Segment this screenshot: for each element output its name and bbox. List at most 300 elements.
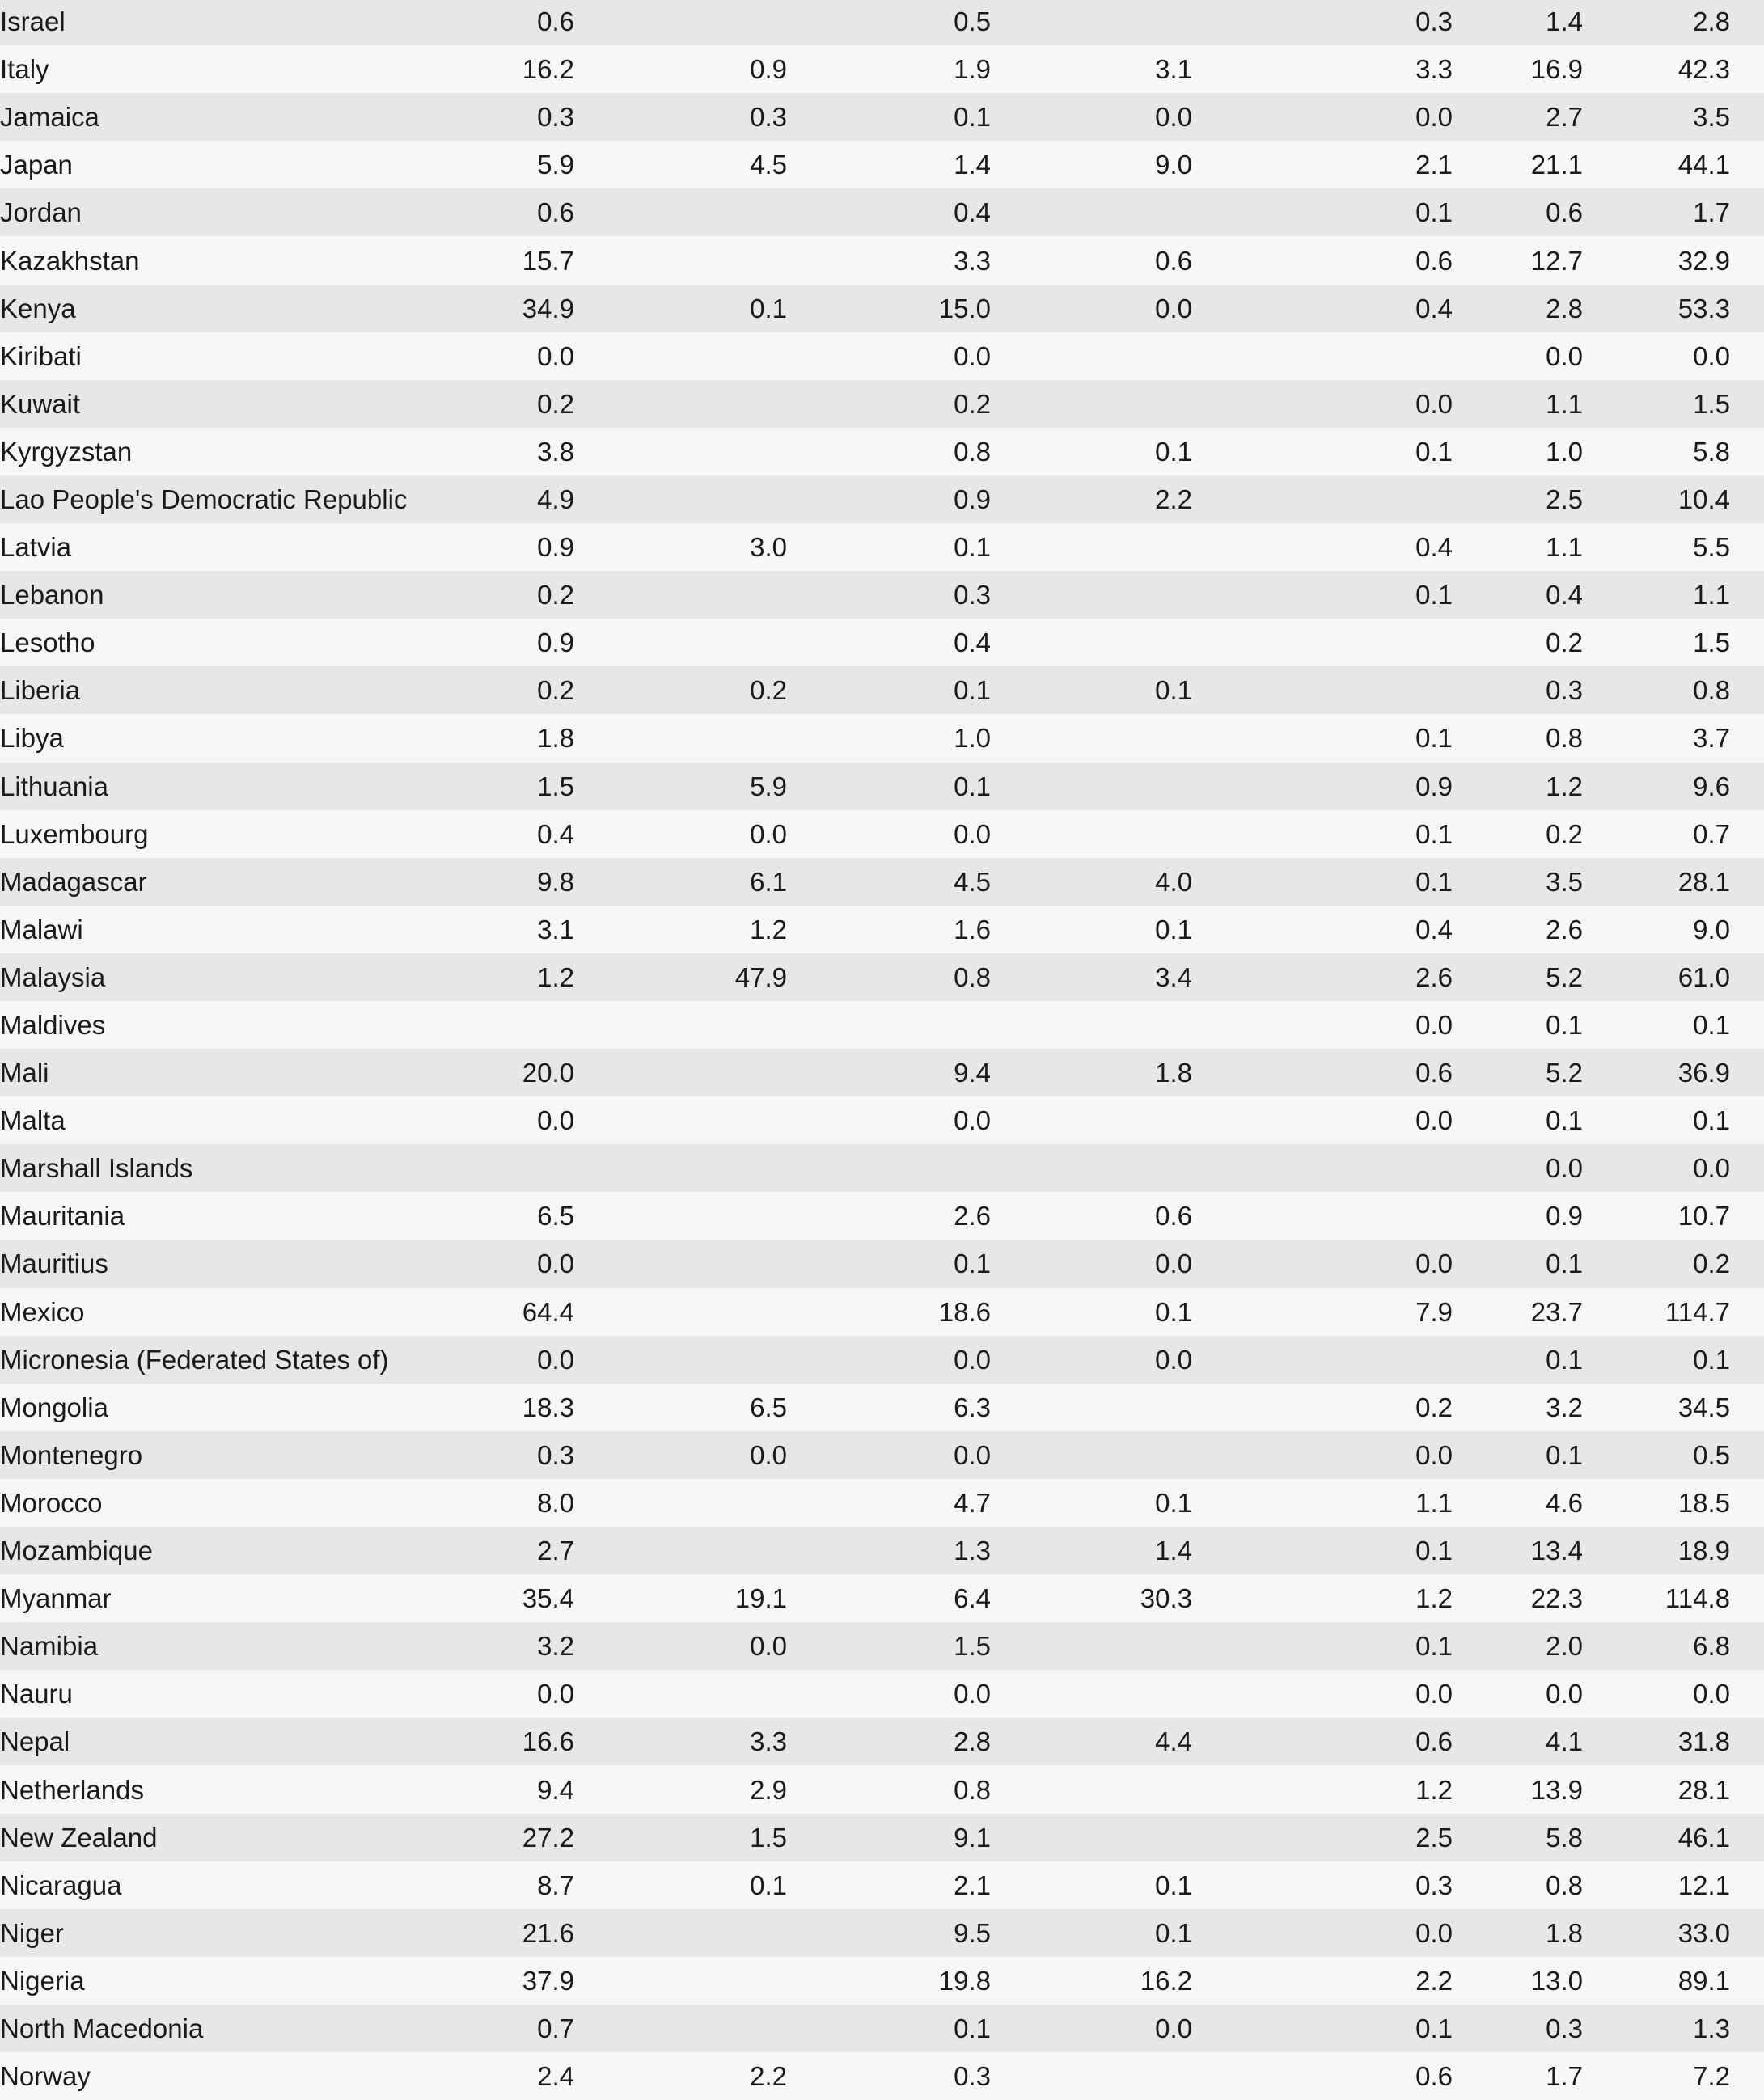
value-cell-5: 0.6 <box>1192 1718 1453 1765</box>
value-cell-4 <box>991 1001 1192 1049</box>
value-cell-3: 4.7 <box>787 1479 991 1527</box>
country-cell: Malawi <box>0 906 493 953</box>
value-cell-6: 0.9 <box>1453 1192 1583 1240</box>
value-cell-5: 0.0 <box>1192 1909 1453 1957</box>
value-cell-6: 4.6 <box>1453 1479 1583 1527</box>
value-cell-6: 2.8 <box>1453 285 1583 332</box>
total-cell: 34.5 <box>1583 1384 1730 1431</box>
total-cell: 7.2 <box>1583 2052 1730 2100</box>
table-row <box>0 571 1764 619</box>
value-cell-1: 16.6 <box>493 1718 574 1765</box>
value-cell-4: 0.1 <box>991 1909 1192 1957</box>
value-cell-1: 1.2 <box>493 953 574 1001</box>
value-cell-5: 0.2 <box>1192 1384 1453 1431</box>
country-cell: North Macedonia <box>0 2005 493 2052</box>
value-cell-1: 3.2 <box>493 1622 574 1670</box>
value-cell-1: 0.9 <box>493 523 574 571</box>
table-row <box>0 2052 1764 2100</box>
value-cell-1: 5.9 <box>493 141 574 188</box>
value-cell-4: 3.4 <box>991 953 1192 1001</box>
total-cell: 2.8 <box>1583 0 1730 45</box>
row-padding <box>1730 1240 1764 1287</box>
value-cell-2 <box>574 1336 787 1384</box>
value-cell-6: 1.1 <box>1453 523 1583 571</box>
value-cell-4 <box>991 0 1192 45</box>
country-cell: New Zealand <box>0 1814 493 1861</box>
value-cell-5: 0.1 <box>1192 1527 1453 1574</box>
value-cell-2 <box>574 188 787 236</box>
country-cell: Micronesia (Federated States of) <box>0 1336 493 1384</box>
row-padding <box>1730 858 1764 906</box>
table-row <box>0 810 1764 858</box>
country-cell: Luxembourg <box>0 810 493 858</box>
country-cell: Kiribati <box>0 332 493 380</box>
value-cell-2 <box>574 1670 787 1718</box>
country-cell: Mongolia <box>0 1384 493 1431</box>
country-cell: Nigeria <box>0 1957 493 2005</box>
value-cell-4: 0.1 <box>991 666 1192 714</box>
value-cell-3: 0.1 <box>787 2005 991 2052</box>
value-cell-2 <box>574 1001 787 1049</box>
value-cell-6: 21.1 <box>1453 141 1583 188</box>
value-cell-2 <box>574 1288 787 1336</box>
country-cell: Kazakhstan <box>0 236 493 284</box>
value-cell-6: 0.0 <box>1453 1670 1583 1718</box>
total-cell: 114.8 <box>1583 1574 1730 1622</box>
value-cell-3: 0.8 <box>787 1765 991 1813</box>
value-cell-3: 0.1 <box>787 763 991 810</box>
row-padding <box>1730 236 1764 284</box>
value-cell-5: 0.6 <box>1192 236 1453 284</box>
country-cell: Madagascar <box>0 858 493 906</box>
row-padding <box>1730 1527 1764 1574</box>
row-padding <box>1730 1144 1764 1192</box>
table-row <box>0 428 1764 475</box>
value-cell-5: 0.0 <box>1192 1001 1453 1049</box>
table-row <box>0 1049 1764 1096</box>
country-cell: Libya <box>0 714 493 762</box>
value-cell-4 <box>991 571 1192 619</box>
row-padding <box>1730 1001 1764 1049</box>
value-cell-3: 0.2 <box>787 380 991 428</box>
value-cell-1: 9.8 <box>493 858 574 906</box>
total-cell: 1.7 <box>1583 188 1730 236</box>
value-cell-3: 2.6 <box>787 1192 991 1240</box>
value-cell-5: 0.0 <box>1192 1240 1453 1287</box>
country-cell: Nicaragua <box>0 1861 493 1909</box>
value-cell-2 <box>574 714 787 762</box>
table-row <box>0 1909 1764 1957</box>
value-cell-5: 1.1 <box>1192 1479 1453 1527</box>
value-cell-6: 0.8 <box>1453 1861 1583 1909</box>
table-row <box>0 188 1764 236</box>
value-cell-5 <box>1192 619 1453 666</box>
value-cell-2: 0.3 <box>574 93 787 141</box>
value-cell-3: 0.3 <box>787 2052 991 2100</box>
row-padding <box>1730 93 1764 141</box>
value-cell-4 <box>991 1144 1192 1192</box>
row-padding <box>1730 1288 1764 1336</box>
value-cell-1: 6.5 <box>493 1192 574 1240</box>
value-cell-1 <box>493 1144 574 1192</box>
table-row <box>0 906 1764 953</box>
value-cell-2 <box>574 1192 787 1240</box>
value-cell-3: 1.5 <box>787 1622 991 1670</box>
value-cell-4: 9.0 <box>991 141 1192 188</box>
value-cell-2: 2.9 <box>574 1765 787 1813</box>
value-cell-6: 0.2 <box>1453 810 1583 858</box>
value-cell-3: 6.3 <box>787 1384 991 1431</box>
row-padding <box>1730 2052 1764 2100</box>
value-cell-6: 3.2 <box>1453 1384 1583 1431</box>
total-cell: 0.7 <box>1583 810 1730 858</box>
total-cell: 5.8 <box>1583 428 1730 475</box>
table-row <box>0 0 1764 45</box>
value-cell-1: 8.0 <box>493 1479 574 1527</box>
row-padding <box>1730 619 1764 666</box>
value-cell-2 <box>574 475 787 523</box>
total-cell: 31.8 <box>1583 1718 1730 1765</box>
total-cell: 18.5 <box>1583 1479 1730 1527</box>
row-padding <box>1730 475 1764 523</box>
total-cell: 36.9 <box>1583 1049 1730 1096</box>
country-cell: Latvia <box>0 523 493 571</box>
row-padding <box>1730 810 1764 858</box>
value-cell-6: 1.7 <box>1453 2052 1583 2100</box>
table-row <box>0 1622 1764 1670</box>
row-padding <box>1730 188 1764 236</box>
total-cell: 44.1 <box>1583 141 1730 188</box>
total-cell: 61.0 <box>1583 953 1730 1001</box>
table-row <box>0 1957 1764 2005</box>
total-cell: 89.1 <box>1583 1957 1730 2005</box>
row-padding <box>1730 1909 1764 1957</box>
total-cell: 33.0 <box>1583 1909 1730 1957</box>
country-cell: Nepal <box>0 1718 493 1765</box>
value-cell-1: 0.4 <box>493 810 574 858</box>
value-cell-4 <box>991 1384 1192 1431</box>
value-cell-3: 18.6 <box>787 1288 991 1336</box>
value-cell-5 <box>1192 332 1453 380</box>
row-padding <box>1730 1622 1764 1670</box>
value-cell-5: 7.9 <box>1192 1288 1453 1336</box>
total-cell: 12.1 <box>1583 1861 1730 1909</box>
value-cell-3: 1.4 <box>787 141 991 188</box>
country-cell: Mauritius <box>0 1240 493 1287</box>
total-cell: 0.2 <box>1583 1240 1730 1287</box>
value-cell-1: 15.7 <box>493 236 574 284</box>
row-padding <box>1730 1049 1764 1096</box>
country-cell: Jordan <box>0 188 493 236</box>
total-cell: 9.6 <box>1583 763 1730 810</box>
country-cell: Malta <box>0 1096 493 1144</box>
value-cell-4 <box>991 763 1192 810</box>
value-cell-6: 13.9 <box>1453 1765 1583 1813</box>
row-padding <box>1730 1479 1764 1527</box>
value-cell-4 <box>991 619 1192 666</box>
row-padding <box>1730 1814 1764 1861</box>
country-cell: Namibia <box>0 1622 493 1670</box>
value-cell-2 <box>574 1909 787 1957</box>
value-cell-6: 0.1 <box>1453 1336 1583 1384</box>
value-cell-5 <box>1192 1192 1453 1240</box>
value-cell-6: 1.8 <box>1453 1909 1583 1957</box>
value-cell-2: 19.1 <box>574 1574 787 1622</box>
value-cell-5 <box>1192 475 1453 523</box>
value-cell-5: 0.6 <box>1192 2052 1453 2100</box>
value-cell-1: 0.7 <box>493 2005 574 2052</box>
value-cell-2: 0.0 <box>574 810 787 858</box>
table-row <box>0 953 1764 1001</box>
value-cell-4 <box>991 1765 1192 1813</box>
value-cell-2 <box>574 2005 787 2052</box>
value-cell-6: 4.1 <box>1453 1718 1583 1765</box>
table-row <box>0 523 1764 571</box>
value-cell-6: 0.1 <box>1453 1240 1583 1287</box>
value-cell-1: 0.9 <box>493 619 574 666</box>
value-cell-3: 0.8 <box>787 953 991 1001</box>
value-cell-6: 0.6 <box>1453 188 1583 236</box>
country-cell: Marshall Islands <box>0 1144 493 1192</box>
table-row <box>0 1240 1764 1287</box>
value-cell-3 <box>787 1001 991 1049</box>
row-padding <box>1730 1861 1764 1909</box>
total-cell: 0.0 <box>1583 1670 1730 1718</box>
value-cell-6: 13.4 <box>1453 1527 1583 1574</box>
value-cell-5 <box>1192 1144 1453 1192</box>
value-cell-3: 0.1 <box>787 93 991 141</box>
value-cell-5: 0.4 <box>1192 285 1453 332</box>
value-cell-6: 22.3 <box>1453 1574 1583 1622</box>
value-cell-4 <box>991 810 1192 858</box>
row-padding <box>1730 714 1764 762</box>
country-cell: Italy <box>0 45 493 93</box>
value-cell-3: 2.8 <box>787 1718 991 1765</box>
value-cell-6: 1.2 <box>1453 763 1583 810</box>
value-cell-4 <box>991 332 1192 380</box>
value-cell-6: 5.8 <box>1453 1814 1583 1861</box>
value-cell-3: 6.4 <box>787 1574 991 1622</box>
table-row <box>0 1765 1764 1813</box>
value-cell-3: 0.8 <box>787 428 991 475</box>
row-padding <box>1730 0 1764 45</box>
value-cell-2: 0.2 <box>574 666 787 714</box>
value-cell-2 <box>574 332 787 380</box>
value-cell-5: 0.1 <box>1192 810 1453 858</box>
value-cell-5: 2.5 <box>1192 1814 1453 1861</box>
value-cell-5: 1.2 <box>1192 1574 1453 1622</box>
value-cell-2: 6.5 <box>574 1384 787 1431</box>
country-cell: Norway <box>0 2052 493 2100</box>
total-cell: 0.1 <box>1583 1001 1730 1049</box>
value-cell-2: 0.0 <box>574 1431 787 1479</box>
total-cell: 0.8 <box>1583 666 1730 714</box>
total-cell: 1.5 <box>1583 619 1730 666</box>
value-cell-4 <box>991 188 1192 236</box>
value-cell-6: 0.3 <box>1453 666 1583 714</box>
value-cell-4 <box>991 2052 1192 2100</box>
value-cell-2 <box>574 1049 787 1096</box>
country-cell: Montenegro <box>0 1431 493 1479</box>
value-cell-1: 9.4 <box>493 1765 574 1813</box>
table-row <box>0 93 1764 141</box>
value-cell-6: 0.2 <box>1453 619 1583 666</box>
value-cell-6: 0.4 <box>1453 571 1583 619</box>
value-cell-3: 0.9 <box>787 475 991 523</box>
table-row <box>0 858 1764 906</box>
value-cell-2 <box>574 1096 787 1144</box>
value-cell-6: 1.0 <box>1453 428 1583 475</box>
table-row <box>0 1814 1764 1861</box>
country-cell: Kenya <box>0 285 493 332</box>
row-padding <box>1730 332 1764 380</box>
value-cell-4: 30.3 <box>991 1574 1192 1622</box>
total-cell: 32.9 <box>1583 236 1730 284</box>
value-cell-6: 3.5 <box>1453 858 1583 906</box>
value-cell-1: 20.0 <box>493 1049 574 1096</box>
row-padding <box>1730 1670 1764 1718</box>
value-cell-1: 1.8 <box>493 714 574 762</box>
total-cell: 28.1 <box>1583 1765 1730 1813</box>
value-cell-1: 37.9 <box>493 1957 574 2005</box>
value-cell-5: 0.1 <box>1192 428 1453 475</box>
value-cell-4: 0.6 <box>991 1192 1192 1240</box>
value-cell-5: 0.1 <box>1192 1622 1453 1670</box>
value-cell-2: 3.3 <box>574 1718 787 1765</box>
value-cell-5: 0.4 <box>1192 906 1453 953</box>
value-cell-2 <box>574 428 787 475</box>
value-cell-1: 0.3 <box>493 93 574 141</box>
value-cell-4 <box>991 1096 1192 1144</box>
table-row <box>0 1384 1764 1431</box>
value-cell-3: 9.1 <box>787 1814 991 1861</box>
value-cell-3: 15.0 <box>787 285 991 332</box>
value-cell-5: 0.0 <box>1192 1431 1453 1479</box>
total-cell: 42.3 <box>1583 45 1730 93</box>
row-padding <box>1730 763 1764 810</box>
value-cell-2 <box>574 1240 787 1287</box>
total-cell: 114.7 <box>1583 1288 1730 1336</box>
value-cell-5: 2.1 <box>1192 141 1453 188</box>
value-cell-3: 1.9 <box>787 45 991 93</box>
value-cell-1: 0.2 <box>493 666 574 714</box>
value-cell-3: 1.3 <box>787 1527 991 1574</box>
row-padding <box>1730 1192 1764 1240</box>
row-padding <box>1730 1431 1764 1479</box>
value-cell-5: 0.1 <box>1192 2005 1453 2052</box>
table-row <box>0 141 1764 188</box>
value-cell-4 <box>991 1622 1192 1670</box>
value-cell-4: 0.1 <box>991 906 1192 953</box>
total-cell: 3.7 <box>1583 714 1730 762</box>
value-cell-6: 23.7 <box>1453 1288 1583 1336</box>
table-row <box>0 475 1764 523</box>
table-row <box>0 1574 1764 1622</box>
table-row <box>0 380 1764 428</box>
value-cell-4: 16.2 <box>991 1957 1192 2005</box>
row-padding <box>1730 571 1764 619</box>
value-cell-6: 0.1 <box>1453 1001 1583 1049</box>
value-cell-5: 0.1 <box>1192 571 1453 619</box>
value-cell-5: 0.1 <box>1192 188 1453 236</box>
value-cell-1: 16.2 <box>493 45 574 93</box>
total-cell: 46.1 <box>1583 1814 1730 1861</box>
country-cell: Mali <box>0 1049 493 1096</box>
value-cell-5: 0.0 <box>1192 380 1453 428</box>
row-padding <box>1730 1718 1764 1765</box>
value-cell-2: 6.1 <box>574 858 787 906</box>
row-padding <box>1730 428 1764 475</box>
value-cell-1: 21.6 <box>493 1909 574 1957</box>
value-cell-2: 4.5 <box>574 141 787 188</box>
country-cell: Myanmar <box>0 1574 493 1622</box>
value-cell-3: 9.4 <box>787 1049 991 1096</box>
row-padding <box>1730 1765 1764 1813</box>
table-row <box>0 1479 1764 1527</box>
value-cell-5 <box>1192 666 1453 714</box>
table-row <box>0 1288 1764 1336</box>
value-cell-1: 0.0 <box>493 1096 574 1144</box>
table-row <box>0 45 1764 93</box>
row-padding <box>1730 1096 1764 1144</box>
total-cell: 0.5 <box>1583 1431 1730 1479</box>
table-row <box>0 236 1764 284</box>
country-cell: Israel <box>0 0 493 45</box>
row-padding <box>1730 380 1764 428</box>
value-cell-3: 0.5 <box>787 0 991 45</box>
value-cell-6: 0.3 <box>1453 2005 1583 2052</box>
row-padding <box>1730 45 1764 93</box>
value-cell-2: 1.2 <box>574 906 787 953</box>
value-cell-1 <box>493 1001 574 1049</box>
country-cell: Morocco <box>0 1479 493 1527</box>
value-cell-1: 0.6 <box>493 0 574 45</box>
value-cell-4: 0.1 <box>991 1861 1192 1909</box>
row-padding <box>1730 523 1764 571</box>
value-cell-4: 2.2 <box>991 475 1192 523</box>
value-cell-1: 0.2 <box>493 571 574 619</box>
value-cell-4 <box>991 1431 1192 1479</box>
value-cell-4: 0.1 <box>991 428 1192 475</box>
value-cell-1: 35.4 <box>493 1574 574 1622</box>
country-cell: Japan <box>0 141 493 188</box>
value-cell-6: 1.1 <box>1453 380 1583 428</box>
value-cell-2 <box>574 380 787 428</box>
value-cell-6: 5.2 <box>1453 953 1583 1001</box>
row-padding <box>1730 1574 1764 1622</box>
table-row <box>0 1431 1764 1479</box>
value-cell-3: 1.6 <box>787 906 991 953</box>
table-row <box>0 619 1764 666</box>
value-cell-6: 0.0 <box>1453 1144 1583 1192</box>
value-cell-4: 0.0 <box>991 1336 1192 1384</box>
value-cell-4: 4.4 <box>991 1718 1192 1765</box>
value-cell-3: 0.4 <box>787 188 991 236</box>
row-padding <box>1730 1384 1764 1431</box>
table-row <box>0 1096 1764 1144</box>
row-padding <box>1730 1957 1764 2005</box>
value-cell-5: 0.0 <box>1192 1670 1453 1718</box>
value-cell-5: 0.3 <box>1192 0 1453 45</box>
value-cell-3: 0.0 <box>787 810 991 858</box>
table-row <box>0 1527 1764 1574</box>
value-cell-3: 4.5 <box>787 858 991 906</box>
total-cell: 0.0 <box>1583 1144 1730 1192</box>
table-row <box>0 714 1764 762</box>
value-cell-1: 34.9 <box>493 285 574 332</box>
value-cell-6: 0.1 <box>1453 1431 1583 1479</box>
value-cell-6: 2.6 <box>1453 906 1583 953</box>
